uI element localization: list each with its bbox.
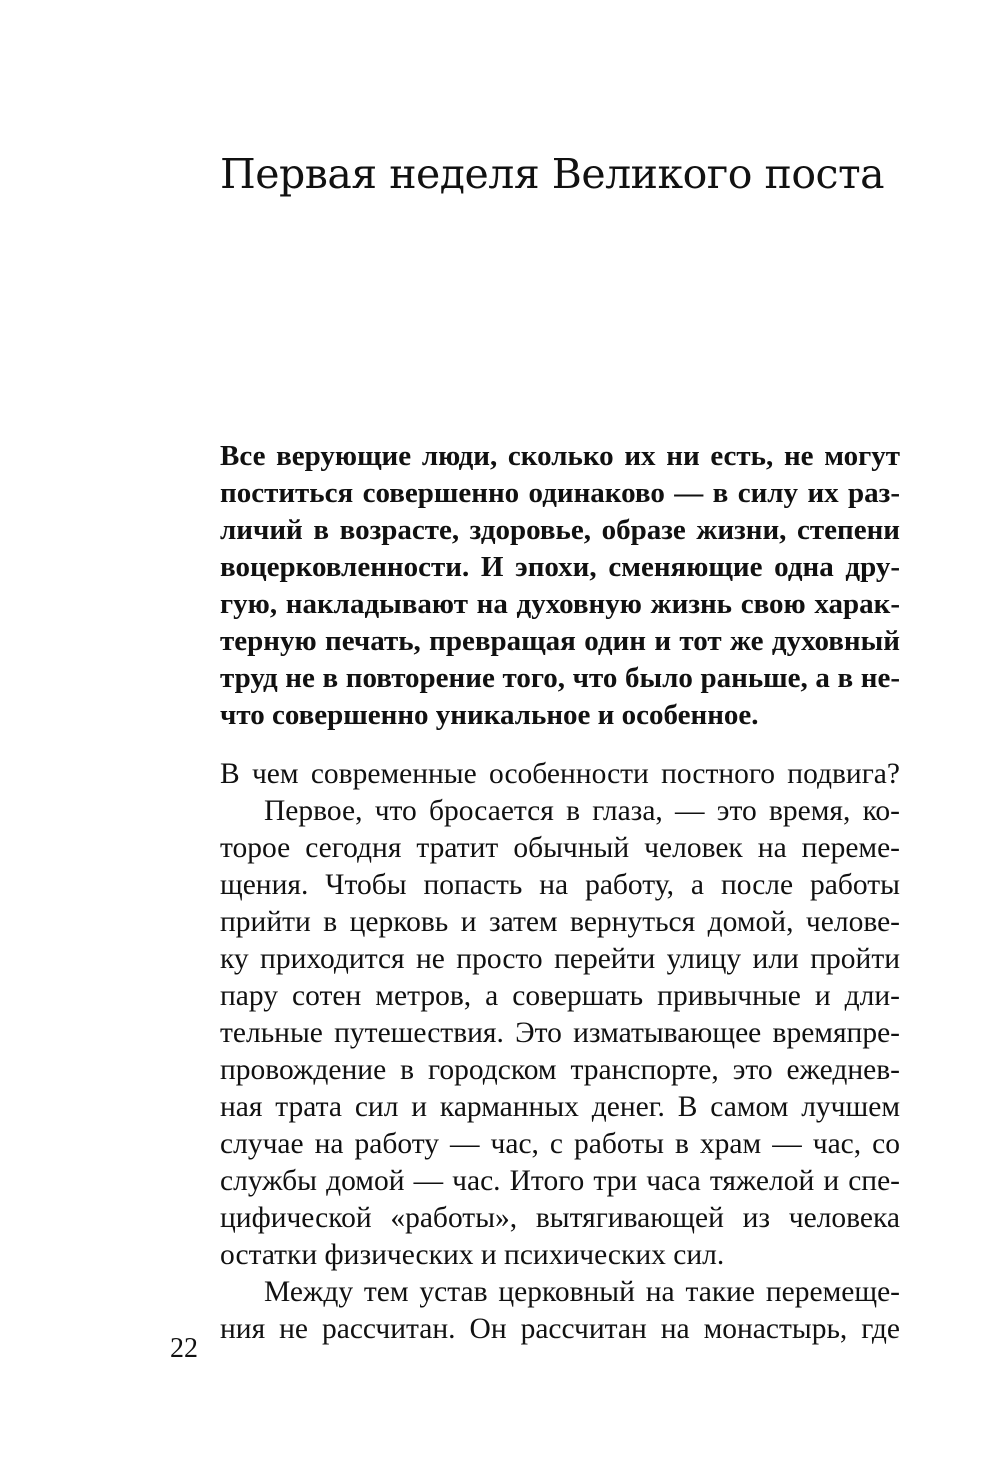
body-line: ку приходится не просто перейти улицу или пройти	[220, 943, 900, 975]
lead-line: воцерковленности. И эпохи, сменяющие одна дру-	[220, 551, 900, 583]
body-text	[220, 756, 900, 1348]
body-line: В чем современные особенности постного подвига?	[220, 758, 900, 790]
lead-line: Все верующие люди, сколько их ни есть, не могут	[220, 440, 900, 472]
body-line: ная трата сил и карманных денег. В самом лучшем	[220, 1091, 900, 1123]
body-line: пару сотен метров, а совершать привычные и дли-	[220, 980, 900, 1012]
body-line: остатки физических и психических сил.	[220, 1239, 725, 1271]
body-line: ния не рассчитан. Он рассчитан на монастырь, где	[220, 1313, 900, 1345]
body-line: Между тем устав церковный на такие перемеще-	[264, 1276, 900, 1308]
lead-line: личий в возрасте, здоровье, образе жизни, степени	[220, 514, 900, 546]
body-line: провождение в городском транспорте, это ежеднев-	[220, 1054, 900, 1086]
body-line: тельные путешествия. Это изматывающее времяпре-	[220, 1017, 900, 1049]
body-line: случае на работу — час, с работы в храм — час, со	[220, 1128, 900, 1160]
lead-line: что совершенно уникальное и особенное.	[220, 699, 759, 731]
lead-line: гую, накладывают на духовную жизнь свою харак-	[220, 588, 900, 620]
lead-line: труд не в повторение того, что было раньше, а в не-	[220, 662, 900, 694]
lead-paragraph	[220, 438, 900, 734]
body-line: службы домой — час. Итого три часа тяжелой и спе-	[220, 1165, 900, 1197]
body-line: торое сегодня тратит обычный человек на переме-	[220, 832, 900, 864]
body-line: щения. Чтобы попасть на работу, а после работы	[220, 869, 900, 901]
lead-line: поститься совершенно одинаково — в силу их раз-	[220, 477, 900, 509]
body-line: цифической «работы», вытягивающей из человека	[220, 1202, 900, 1234]
page-number: 22	[170, 1333, 198, 1364]
body-line: Первое, что бросается в глаза, — это время, ко-	[264, 795, 900, 827]
lead-line: терную печать, превращая один и тот же духовный	[220, 625, 900, 657]
body-line: прийти в церковь и затем вернуться домой, челове-	[220, 906, 900, 938]
chapter-title: Первая неделя Великого поста	[220, 150, 885, 198]
